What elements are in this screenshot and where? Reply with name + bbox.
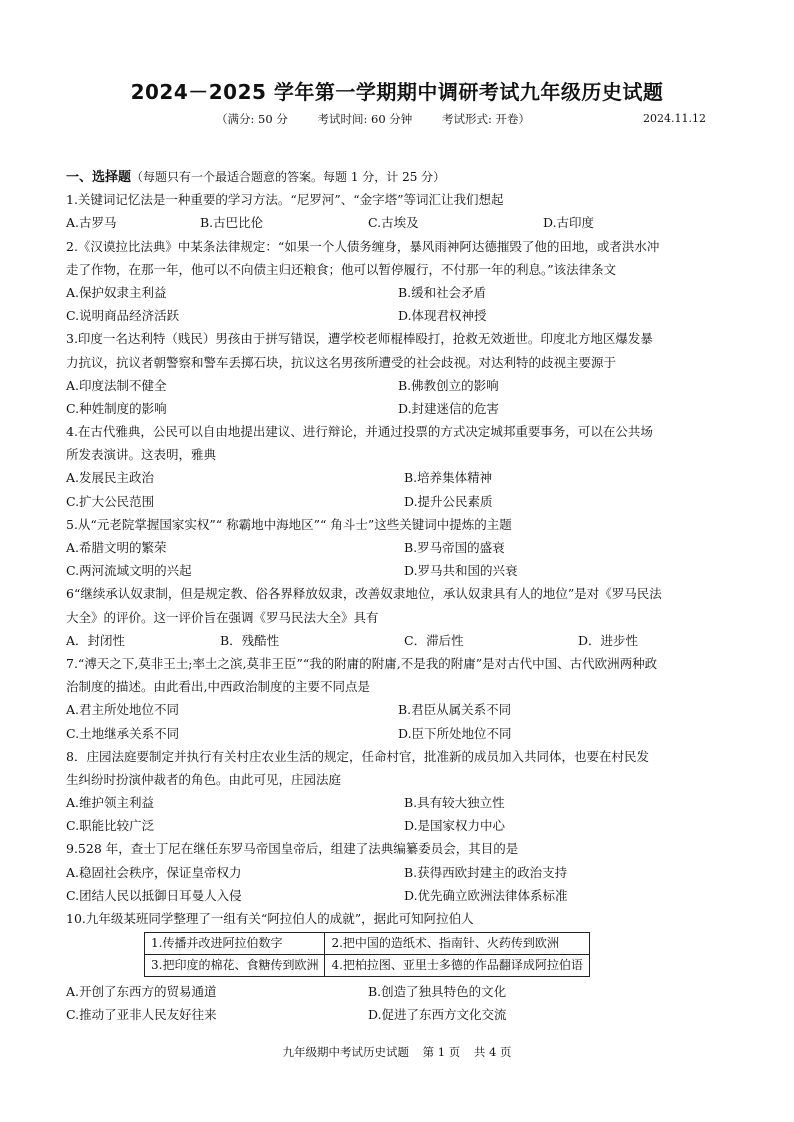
question-stem: 8．庄园法庭要制定并执行有关村庄农业生活的规定，任命村官，批准新的成员加入共同体，也要在村民发 <box>66 748 649 764</box>
option-row <box>66 304 738 327</box>
exam-date: 2024.11.12 <box>643 112 706 125</box>
exam-info <box>216 111 556 127</box>
option-a: A.印度法制不健全 <box>66 377 167 393</box>
table-row <box>145 933 590 955</box>
option-row <box>66 559 738 582</box>
exam-title: 2024－2025 学年第一学期期中调研考试九年级历史试题 <box>130 80 664 104</box>
footer-page-total: 共 4 页 <box>473 1045 512 1059</box>
option-row <box>66 629 738 652</box>
option-d: D.促进了东西方文化交流 <box>368 1007 507 1023</box>
table-cell: 1.传播并改进阿拉伯数字 <box>145 933 325 955</box>
section-title: 一、选择题 <box>66 170 132 185</box>
option-d: D.罗马共和国的兴衰 <box>404 563 518 579</box>
option-row <box>66 536 738 559</box>
achievements-table <box>144 932 590 977</box>
option-a: A.保护奴隶主利益 <box>66 284 167 300</box>
option-a: A.稳固社会秩序，保证皇帝权力 <box>66 864 242 880</box>
option-b: B.获得西欧封建主的政治支持 <box>404 864 568 880</box>
exam-time: 考试时间: 60 分钟 <box>317 112 413 126</box>
option-b: B．残酷性 <box>220 632 280 648</box>
question-stem: 大全》的评价。这一评价旨在强调《罗马民法大全》具有 <box>66 609 379 625</box>
option-c: C.古埃及 <box>368 215 419 231</box>
option-d: D.是国家权力中心 <box>404 818 506 834</box>
option-row <box>66 466 738 489</box>
option-row <box>66 490 738 513</box>
question-stem: 5.从“元老院掌握国家实权”“ 称霸地中海地区”“ 角斗士”这些关键词中提炼的主题 <box>66 516 512 532</box>
option-c: C.团结人民以抵御日耳曼人入侵 <box>66 887 242 903</box>
question-stem: 力抗议，抗议者朝警察和警车丢掷石块，抗议这名男孩所遭受的社会歧视。对达利特的歧视主要源于 <box>66 354 617 370</box>
question-stem: 10.九年级某班同学整理了一组有关“阿拉伯人的成就”，据此可知阿拉伯人 <box>66 911 474 926</box>
option-d: D．进步性 <box>578 632 639 648</box>
option-row <box>66 397 738 420</box>
option-c: C．滞后性 <box>404 632 464 648</box>
option-c: C.土地继承关系不同 <box>66 725 180 741</box>
question-stem: 6“继续承认奴隶制，但是规定教、俗各界释放奴隶，改善奴隶地位，承认奴隶具有人的地位”是对《罗马民法 <box>66 586 662 602</box>
section-heading <box>66 165 738 188</box>
option-c: C.说明商品经济活跃 <box>66 308 180 324</box>
option-d: D.优先确立欧洲法律体系标准 <box>404 887 568 903</box>
option-b: B.具有较大独立性 <box>404 795 505 811</box>
question-stem: 治制度的描述。由此看出,中西政治制度的主要不同点是 <box>66 679 370 695</box>
option-row <box>66 374 738 397</box>
option-row <box>66 884 738 907</box>
option-row <box>66 791 738 814</box>
option-c: C.种姓制度的影响 <box>66 400 167 416</box>
question-stem: 7.“溥天之下,莫非王土;率土之滨,莫非王臣”“我的附庸的附庸,不是我的附庸”是对古代中国、古代欧洲两种政 <box>66 655 658 671</box>
option-d: D.臣下所处地位不同 <box>398 725 512 741</box>
option-c: C.扩大公民范围 <box>66 493 155 509</box>
option-b: B.缓和社会矛盾 <box>398 284 487 300</box>
option-c: C.职能比较广泛 <box>66 818 155 834</box>
table-cell: 3.把印度的棉花、食糖传到欧洲 <box>145 955 325 977</box>
option-b: B.罗马帝国的盛衰 <box>404 540 505 555</box>
option-row <box>66 980 738 1003</box>
option-a: A.希腊文明的繁荣 <box>66 540 167 555</box>
question-stem: 走了作物，在那一年，他可以不向债主归还粮食；他可以暂停履行，不付那一年的利息。”该法律条文 <box>66 261 617 277</box>
option-b: B.培养集体精神 <box>404 470 493 486</box>
option-c: C.推动了亚非人民友好往来 <box>66 1007 217 1023</box>
question-stem: 所发表演讲。这表明，雅典 <box>66 447 217 463</box>
option-row <box>66 722 738 745</box>
option-b: B.佛教创立的影响 <box>398 377 499 393</box>
option-a: A.维护领主利益 <box>66 795 155 811</box>
option-a: A.君主所处地位不同 <box>66 702 180 718</box>
question-stem: 3.印度一名达利特（贱民）男孩由于拼写错误，遭学校老师棍棒殴打，抢救无效逝世。印度北方地区爆发暴 <box>66 331 653 347</box>
full-score: （满分: 50 分 <box>216 112 288 126</box>
section-note: （每题只有一个最适合题意的答案。每题 1 分，计 25 分） <box>131 170 446 184</box>
question-list <box>66 165 738 1027</box>
option-c: C.两河流域文明的兴起 <box>66 563 192 579</box>
page-footer <box>0 1044 794 1060</box>
question-stem: 生纠纷时扮演仲裁者的角色。由此可见，庄园法庭 <box>66 771 342 787</box>
option-b: B.创造了独具特色的文化 <box>368 984 507 1000</box>
table-cell: 2.把中国的造纸术、指南针、火药传到欧洲 <box>325 933 589 955</box>
footer-exam-name: 九年级期中考试历史试题 <box>282 1045 409 1059</box>
question-stem: 4.在古代雅典，公民可以自由地提出建议、进行辩论，并通过投票的方式决定城邦重要事务，可以在公共场 <box>66 424 653 440</box>
option-d: D.古印度 <box>543 215 595 231</box>
option-b: B.君臣从属关系不同 <box>398 702 512 718</box>
option-row <box>66 211 738 234</box>
option-d: D.体现君权神授 <box>398 308 487 324</box>
question-stem: 9.528 年，查士丁尼在继任东罗马帝国皇帝后，组建了法典编纂委员会，其目的是 <box>66 841 519 857</box>
option-a: A.发展民主政治 <box>66 470 155 486</box>
option-d: D.提升公民素质 <box>404 493 493 509</box>
question-stem: 2.《汉谟拉比法典》中某条法律规定：“如果一个人债务缠身，暴风雨神阿达德摧毁了他的田地，或者洪水冲 <box>66 238 660 254</box>
option-a: A.古罗马 <box>66 215 117 231</box>
table-row <box>145 955 590 977</box>
exam-form: 考试形式: 开卷） <box>441 112 530 126</box>
option-a: A.开创了东西方的贸易通道 <box>66 984 217 1000</box>
table-cell: 4.把柏拉图、亚里士多德的作品翻译成阿拉伯语 <box>325 955 589 977</box>
option-row <box>66 698 738 721</box>
option-row <box>66 814 738 837</box>
option-row <box>66 861 738 884</box>
option-row <box>66 1003 738 1026</box>
option-d: D.封建迷信的危害 <box>398 400 500 416</box>
option-row <box>66 281 738 304</box>
question-stem: 1.关键词记忆法是一种重要的学习方法。“尼罗河”、“金字塔”等词汇让我们想起 <box>66 192 504 208</box>
option-b: B.古巴比伦 <box>200 215 264 231</box>
footer-page-number: 第 1 页 <box>422 1045 461 1059</box>
option-a: A．封闭性 <box>66 632 126 648</box>
